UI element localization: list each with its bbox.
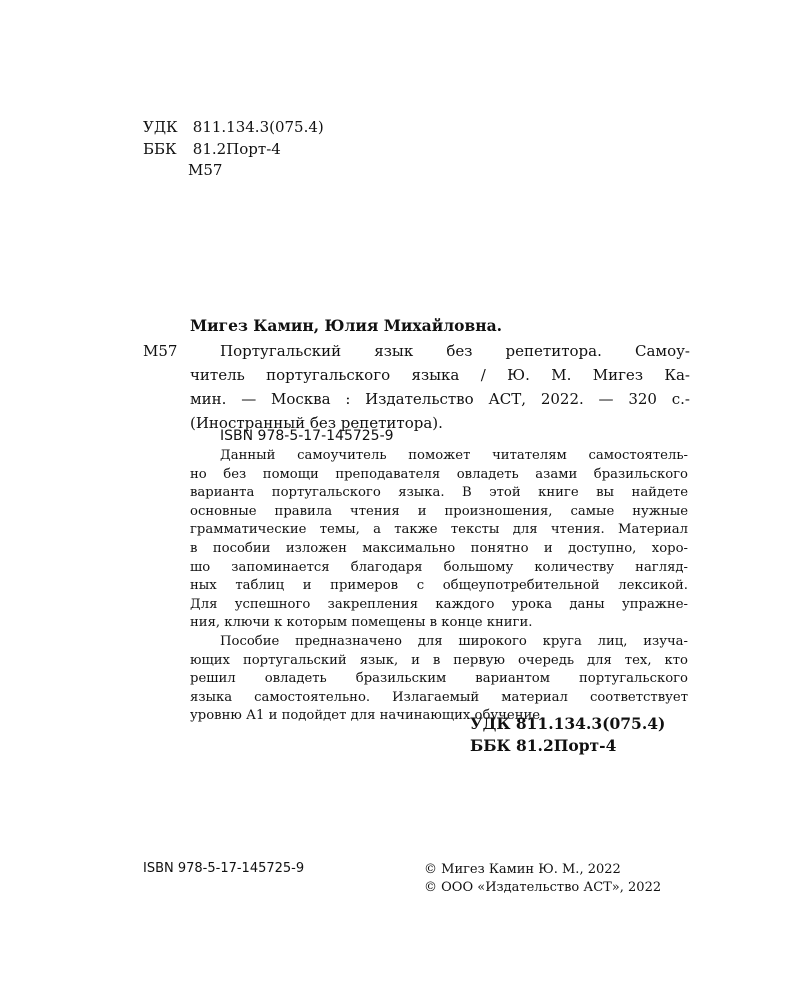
bottom-udk: УДК 811.134.3(075.4)	[470, 714, 666, 733]
card-author-mark: М57	[143, 342, 178, 360]
bottom-bbk: ББК 81.2Порт-4	[470, 736, 617, 755]
annotation-line: решил овладеть бразильским вариантом португальского	[190, 671, 688, 687]
top-bbk-row	[143, 138, 281, 160]
copyright-author: © Мигез Камин Ю. М., 2022	[424, 862, 621, 877]
top-udk-row	[143, 116, 324, 138]
card-isbn: ISBN 978-5-17-145725-9	[220, 428, 394, 444]
entry-line: Португальский язык без репетитора. Самоу-	[220, 342, 690, 360]
annotation	[190, 447, 688, 726]
annotation-line: варианта португальского языка. В этой книге вы найдете	[190, 485, 688, 501]
annotation-line: Для успешного закрепления каждого урока даны упражне-	[190, 596, 688, 612]
annotation-line: но без помощи преподавателя овладеть азами бразильского	[190, 466, 688, 482]
top-bbk-label: ББК	[143, 140, 177, 158]
annotation-line: ных таблиц и примеров с общеупотребительной лексикой.	[190, 578, 688, 594]
top-author-mark: М57	[188, 161, 223, 179]
annotation-line: уровню А1 и подойдет для начинающих обучение.	[190, 708, 545, 724]
entry-line: читель португальского языка / Ю. М. Мигез Ка-	[190, 366, 690, 384]
top-udk-value: 811.134.3(075.4)	[192, 118, 324, 136]
annotation-line: языка самостоятельно. Излагаемый материал соответствует	[190, 689, 688, 705]
annotation-line: в пособии изложен максимально понятно и доступно, хоро-	[190, 540, 688, 556]
footer-isbn: ISBN 978-5-17-145725-9	[143, 861, 305, 876]
annotation-line: шо запоминается благодаря большому количеству нагляд-	[190, 559, 688, 575]
entry-line: (Иностранный без репетитора).	[190, 414, 443, 432]
author-heading: Мигез Камин, Юлия Михайловна.	[190, 316, 503, 335]
top-udk-label: УДК	[143, 118, 178, 136]
entry-line: мин. — Москва : Издательство АСТ, 2022. — 320 с.-	[190, 390, 690, 408]
annotation-line: грамматические темы, а также тексты для чтения. Материал	[190, 522, 688, 538]
annotation-line: ния, ключи к которым помещены в конце книги.	[190, 615, 533, 631]
bibliographic-entry	[190, 339, 690, 435]
annotation-line: Данный самоучитель поможет читателям самостоятель-	[220, 448, 688, 463]
top-bbk-value: 81.2Порт-4	[192, 140, 281, 158]
copyright-publisher: © ООО «Издательство АСТ», 2022	[424, 880, 662, 895]
annotation-line: ющих португальский язык, и в первую очередь для тех, кто	[190, 652, 688, 668]
annotation-line: Пособие предназначено для широкого круга лиц, изуча-	[220, 633, 688, 649]
annotation-line: основные правила чтения и произношения, самые нужные	[190, 503, 688, 519]
